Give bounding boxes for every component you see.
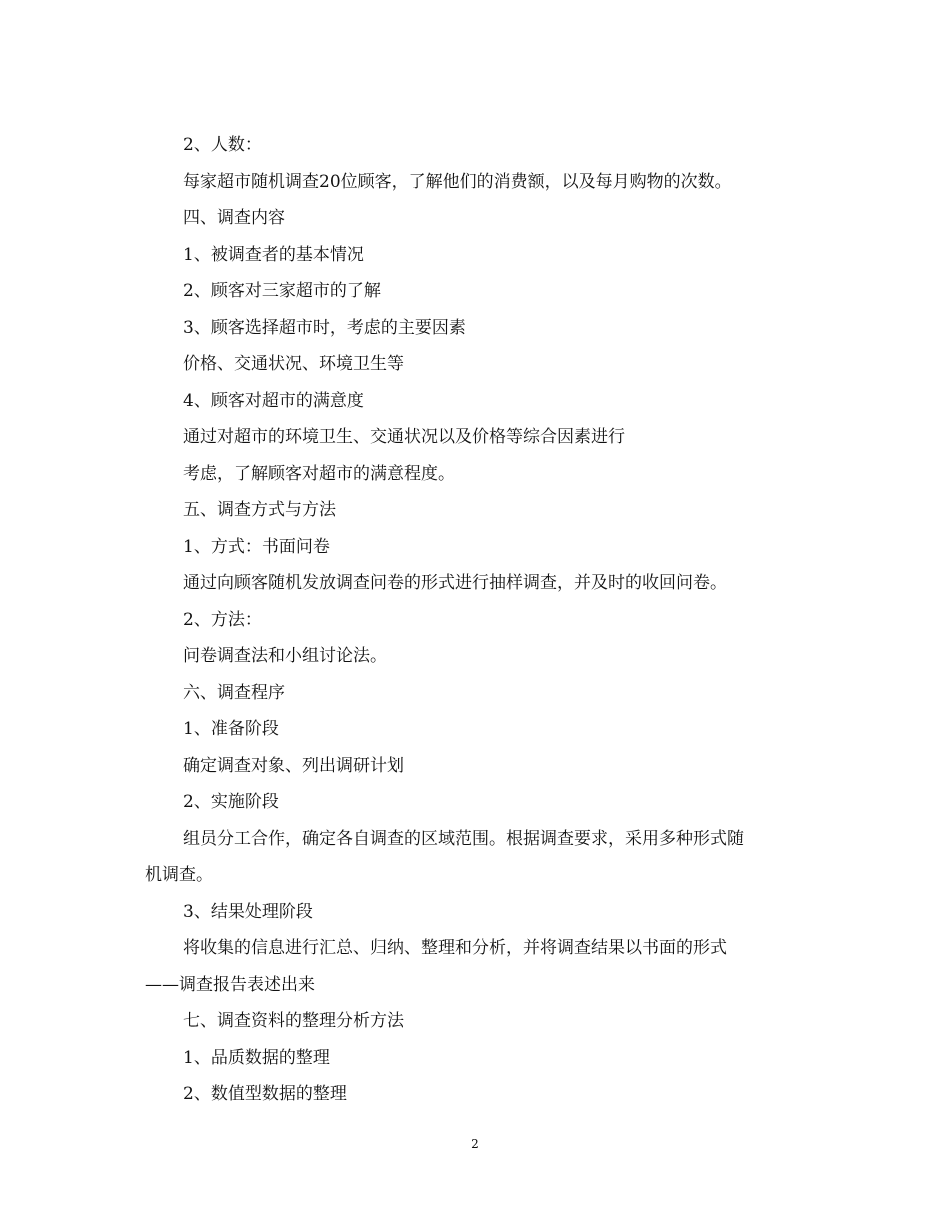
text-line: 2、实施阶段 [183, 792, 279, 812]
text-line: 1、方式：书面问卷 [183, 536, 330, 557]
text-line: 机调查。 [145, 865, 213, 885]
section-heading: 四、调查内容 [183, 208, 285, 228]
section-heading: 五、调查方式与方法 [183, 500, 336, 520]
text-line: 3、结果处理阶段 [183, 901, 313, 922]
text-line: 通过向顾客随机发放调查问卷的形式进行抽样调查，并及时的收回问卷。 [183, 573, 727, 593]
text-line: 1、被调查者的基本情况 [183, 244, 364, 265]
text-line: 组员分工合作，确定各自调查的区域范围。根据调查要求，采用多种形式随 [183, 828, 744, 849]
text-line: 确定调查对象、列出调研计划 [183, 755, 404, 776]
text-line: 1、准备阶段 [183, 719, 279, 739]
text-line: 价格、交通状况、环境卫生等 [183, 354, 404, 374]
text-line: 每家超市随机调查20位顾客，了解他们的消费额，以及每月购物的次数。 [183, 171, 732, 192]
text-line: 通过对超市的环境卫生、交通状况以及价格等综合因素进行 [183, 427, 625, 447]
document-body [145, 127, 805, 1113]
text-line: 将收集的信息进行汇总、归纳、整理和分析，并将调查结果以书面的形式 [183, 938, 727, 958]
text-line: 问卷调查法和小组讨论法。 [183, 646, 387, 666]
text-line: 2、人数： [183, 135, 262, 155]
text-line: 3、顾客选择超市时，考虑的主要因素 [183, 317, 466, 338]
page-number: 2 [471, 1137, 479, 1151]
section-heading: 七、调查资料的整理分析方法 [183, 1011, 404, 1031]
section-heading: 六、调查程序 [183, 682, 285, 703]
text-line: 4、顾客对超市的满意度 [183, 390, 364, 411]
text-line: 1、品质数据的整理 [183, 1047, 330, 1068]
text-line: ——调查报告表述出来 [145, 974, 315, 995]
text-line: 2、方法： [183, 609, 262, 630]
text-line: 考虑，了解顾客对超市的满意程度。 [183, 463, 455, 484]
text-line: 2、数值型数据的整理 [183, 1084, 347, 1104]
text-line: 2、顾客对三家超市的了解 [183, 281, 381, 301]
